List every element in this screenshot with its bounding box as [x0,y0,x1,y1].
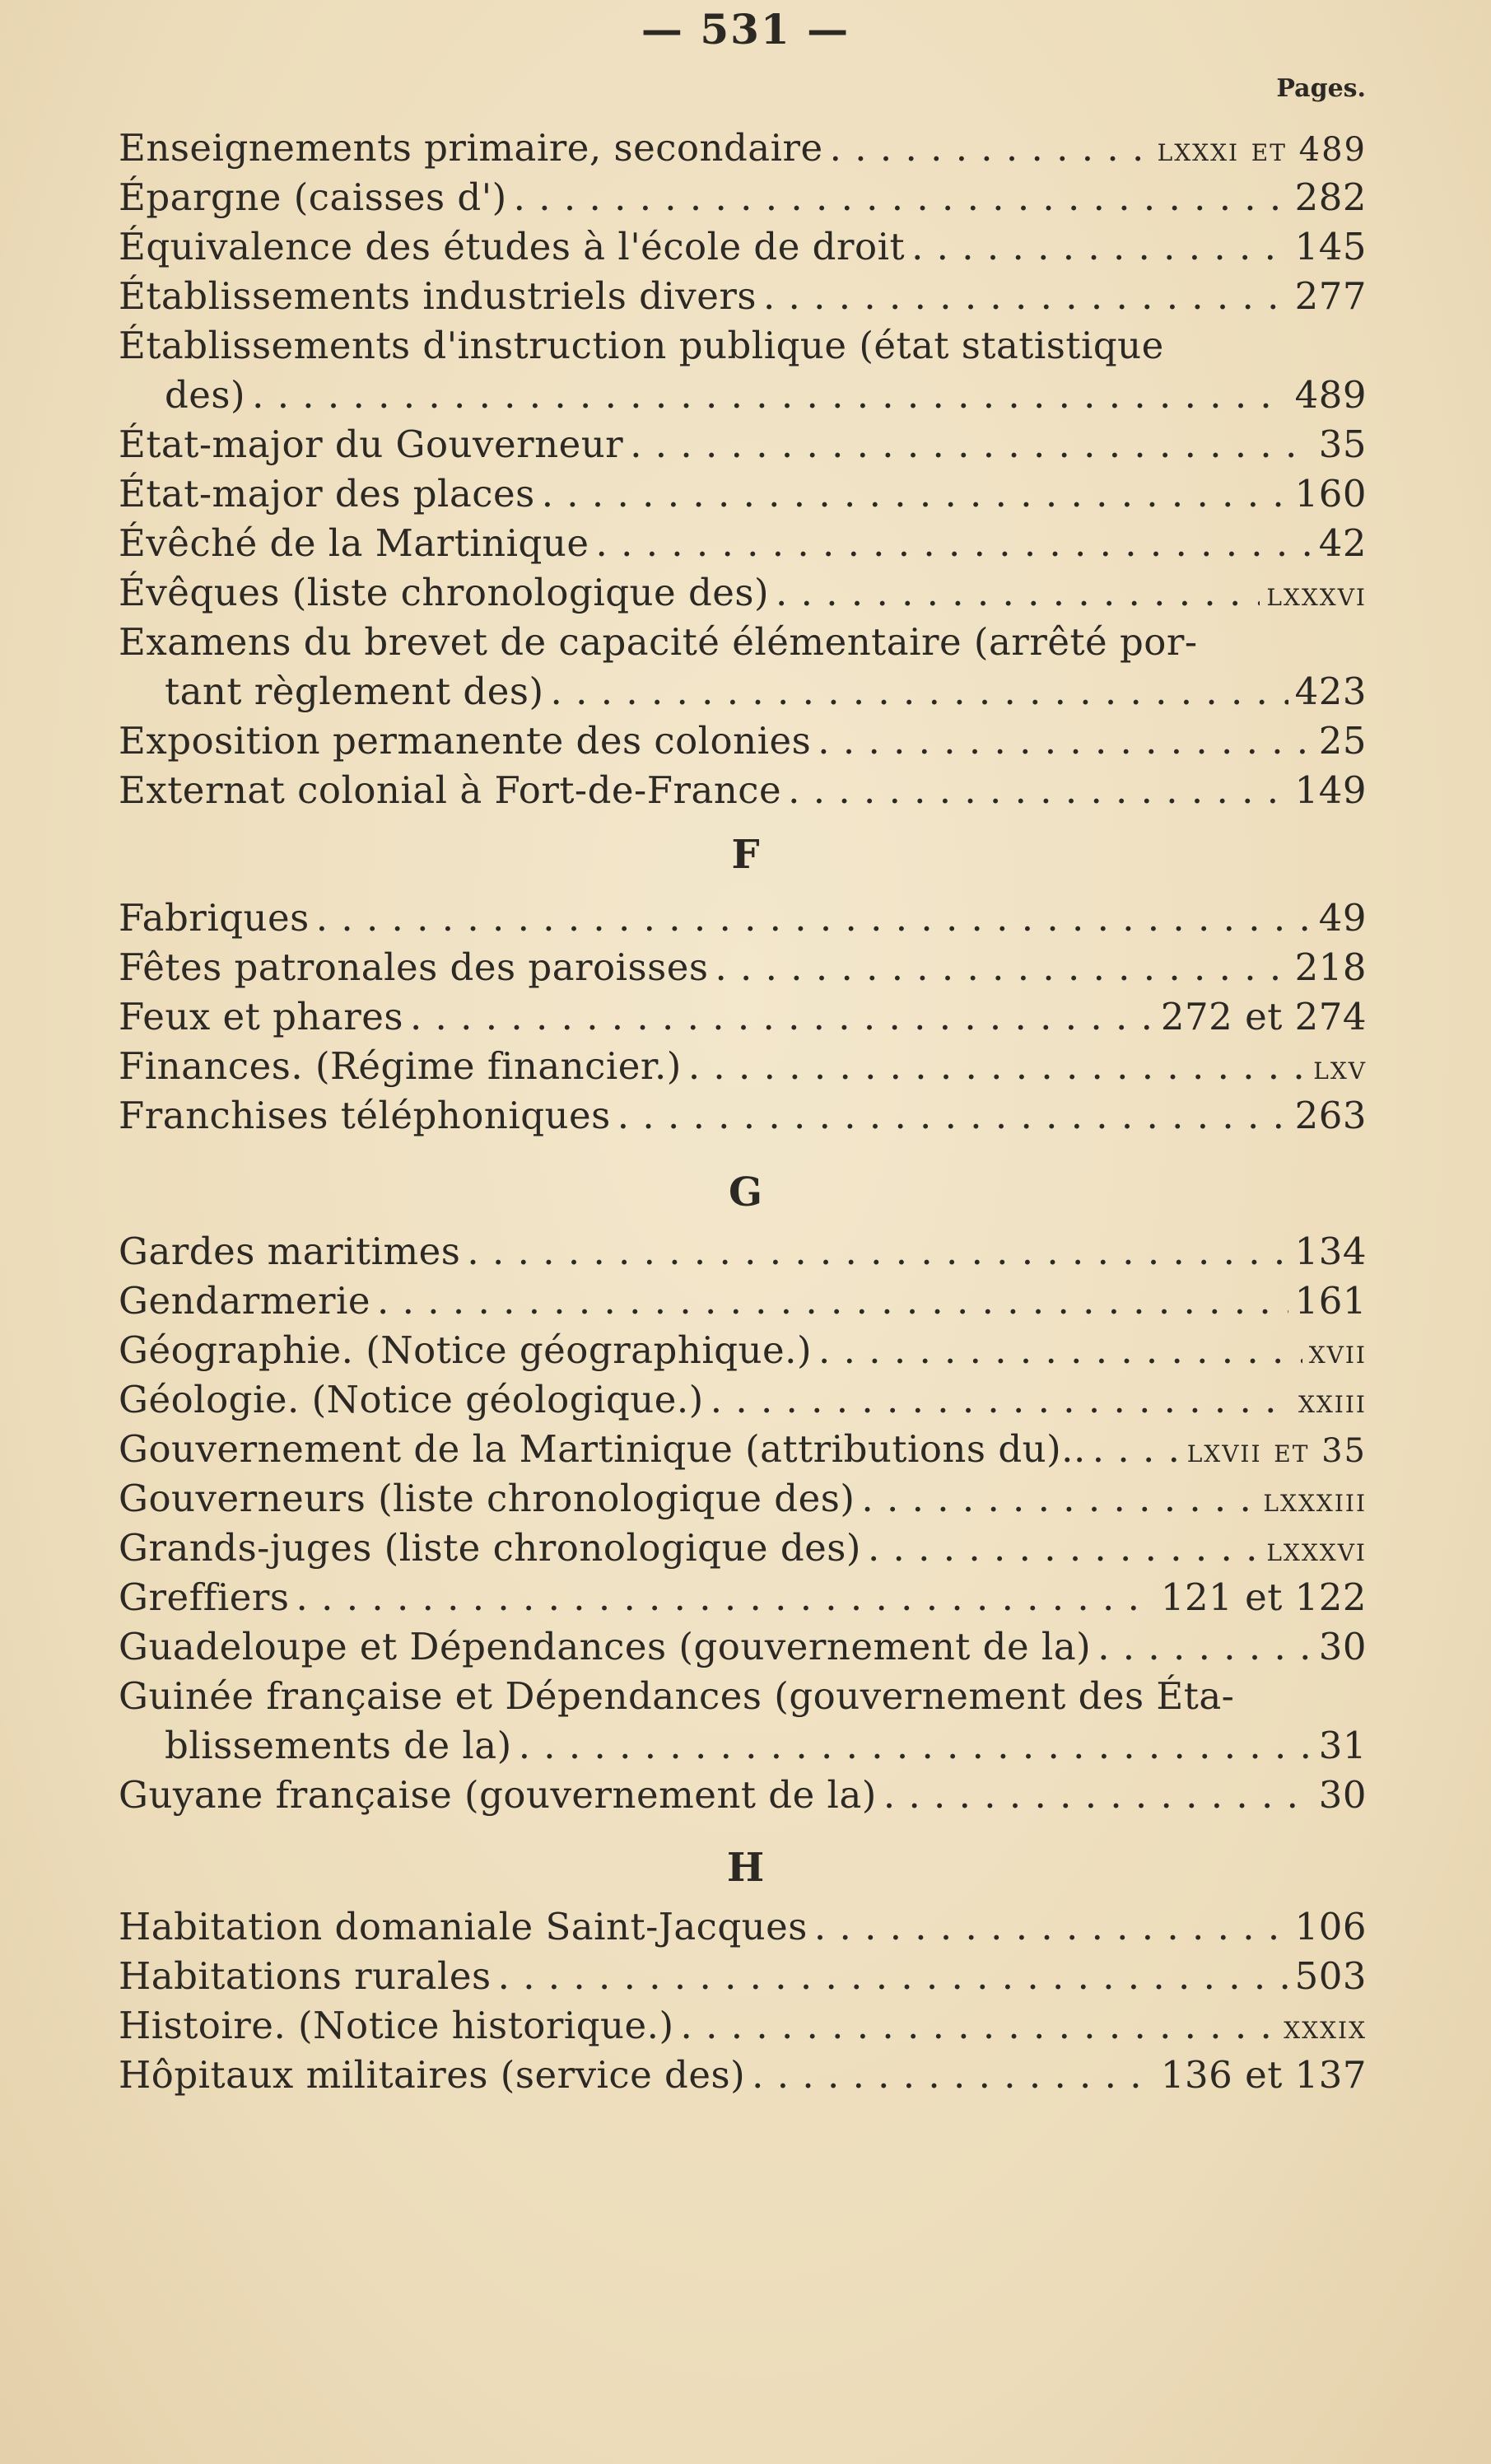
entry-text: Fêtes patronales des paroisses [119,945,709,989]
index-entry [119,1952,1367,2001]
leader-dots [752,2051,1154,2100]
index-entry [119,1902,1367,1952]
leader-dots [776,568,1260,618]
leader-dots [818,1326,1302,1375]
entry-text: Habitations rurales [119,1954,492,1998]
entry-text: Géographie. (Notice géographique.) [119,1328,813,1372]
index-entry [119,1276,1367,1326]
leader-dots [861,1474,1256,1524]
entry-page: 218 [1294,945,1367,989]
index-entry [119,1326,1367,1375]
entry-text: Histoire. (Notice historique.) [119,2004,674,2047]
index-entry [119,1227,1367,1276]
entry-text: Exposition permanente des colonies [119,719,812,763]
entry-page: xvii [1308,1333,1367,1371]
entry-text: Gouvernement de la Martinique (attributions du).. [119,1427,1086,1471]
entry-text: Habitation domaniale Saint-Jacques [119,1905,808,1948]
section-h [119,1902,1367,2100]
index-entry [119,2051,1367,2100]
index-entry [119,2001,1367,2051]
entry-text: Établissements industriels divers [119,274,757,318]
page-number: — 531 — [641,5,850,54]
leader-dots [763,272,1288,321]
entry-page: 121 et 122 [1160,1575,1367,1619]
leader-dots [1093,1425,1181,1474]
entry-page: 30 [1318,1625,1367,1668]
leader-dots [715,943,1288,992]
index-entry [119,420,1367,469]
leader-dots [519,1721,1312,1771]
index-entry [119,272,1367,321]
entry-text: État-major du Gouverneur [119,422,624,466]
entry-text: État-major des places [119,472,535,516]
entry-page: 282 [1294,175,1367,219]
entry-text: Évêché de la Martinique [119,521,589,565]
section-e [119,124,1367,815]
index-entry [119,469,1367,519]
leader-dots [410,992,1154,1042]
entry-page: 489 [1294,373,1367,417]
entry-page: lxv [1313,1049,1367,1087]
entry-continuation: des) [165,373,246,417]
entry-text: Guyane française (gouvernement de la) [119,1773,877,1817]
section-f [119,894,1367,1141]
leader-dots [252,371,1288,420]
index-entry [119,894,1367,943]
leader-dots [711,1375,1292,1425]
entry-text: Feux et phares [119,995,403,1038]
entry-text: Greffiers [119,1575,290,1619]
leader-dots [688,1042,1307,1091]
index-entry [119,667,1367,716]
entry-text: Gardes maritimes [119,1230,461,1273]
entry-continuation: blissements de la) [165,1724,512,1767]
section-letter-g: G [729,1169,762,1216]
entry-text: Établissements d'instruction publique (état statistique [119,324,1164,367]
leader-dots [617,1091,1288,1141]
entry-page: 277 [1294,274,1367,318]
leader-dots [514,173,1288,222]
entry-page: xxxix [1284,2009,1367,2046]
leader-dots [681,2001,1278,2051]
index-entry [119,716,1367,766]
index-entry [119,371,1367,420]
leader-dots [296,1573,1154,1622]
entry-page: 145 [1294,225,1367,268]
entry-text: Fabriques [119,896,310,940]
entry-page: 25 [1318,719,1367,763]
entry-text: Gendarmerie [119,1279,371,1323]
leader-dots [316,894,1312,943]
entry-page: 263 [1294,1094,1367,1137]
index-entry [119,1474,1367,1524]
index-entry [119,1091,1367,1141]
entry-page: 423 [1294,670,1367,713]
entry-page: lxxxi et 489 [1157,131,1367,169]
leader-dots [1097,1622,1312,1672]
entry-text: Gouverneurs (liste chronologique des) [119,1477,855,1520]
index-entry [119,1771,1367,1820]
entry-page: lxxxvi [1266,576,1367,614]
index-entry [119,943,1367,992]
leader-dots [377,1276,1288,1326]
entry-page: lxxxvi [1266,1531,1367,1569]
entry-page: 161 [1294,1279,1367,1323]
leader-dots [868,1524,1260,1573]
section-letter-h: H [726,1845,765,1891]
entry-page: 42 [1318,521,1367,565]
index-entry [119,173,1367,222]
leader-dots [830,124,1151,173]
entry-page: 160 [1294,472,1367,516]
entry-text: Évêques (liste chronologique des) [119,571,770,614]
index-entry [119,519,1367,568]
index-entry [119,1721,1367,1771]
section-g [119,1227,1367,1820]
entry-page: xxiii [1298,1383,1367,1421]
index-entry [119,1573,1367,1622]
entry-text: Franchises téléphoniques [119,1094,611,1137]
index-entry [119,1622,1367,1672]
index-entry [119,992,1367,1042]
entry-page: 31 [1318,1724,1367,1767]
entry-text: Équivalence des études à l'école de droit [119,225,906,268]
entry-page: 272 et 274 [1160,995,1367,1038]
entry-page: 134 [1294,1230,1367,1273]
index-entry [119,124,1367,173]
leader-dots [818,716,1312,766]
entry-text: Géologie. (Notice géologique.) [119,1378,704,1421]
entry-text: Hôpitaux militaires (service des) [119,2053,746,2097]
entry-text: Guadeloupe et Dépendances (gouvernement de la) [119,1625,1092,1668]
index-entry [119,1524,1367,1573]
leader-dots [595,519,1312,568]
entry-page: 30 [1318,1773,1367,1817]
index-entry [119,1042,1367,1091]
leader-dots [467,1227,1288,1276]
index-entry [119,766,1367,815]
entry-page: 49 [1318,896,1367,940]
index-entry [119,1425,1367,1474]
leader-dots [630,420,1312,469]
leader-dots [883,1771,1312,1820]
entry-page: 149 [1294,768,1367,812]
entry-text: Grands-juges (liste chronologique des) [119,1526,861,1570]
index-entry [119,1375,1367,1425]
section-letter-f: F [731,832,760,878]
leader-dots [911,222,1288,272]
entry-text: Épargne (caisses d') [119,175,507,219]
entry-page: 503 [1294,1954,1367,1998]
entry-text: Guinée française et Dépendances (gouvernement des Éta- [119,1674,1235,1718]
index-entry [119,222,1367,272]
leader-dots [551,667,1288,716]
leader-dots [542,469,1288,519]
entry-page: lxvii et 35 [1186,1432,1367,1470]
entry-text: Externat colonial à Fort-de-France [119,768,782,812]
entry-page: 106 [1294,1905,1367,1948]
entry-text: Enseignements primaire, secondaire [119,126,823,170]
entry-text: Examens du brevet de capacité élémentaire (arrêté por- [119,620,1198,664]
leader-dots [814,1902,1288,1952]
entry-continuation: tant règlement des) [165,670,544,713]
leader-dots [498,1952,1288,2001]
entry-text: Finances. (Régime financier.) [119,1044,682,1088]
leader-dots [788,766,1288,815]
entry-page: 136 et 137 [1160,2053,1367,2097]
entry-page: 35 [1318,422,1367,466]
pages-column-header: Pages. [1276,74,1366,103]
index-entry [119,568,1367,618]
entry-page: lxxxiii [1263,1482,1367,1519]
